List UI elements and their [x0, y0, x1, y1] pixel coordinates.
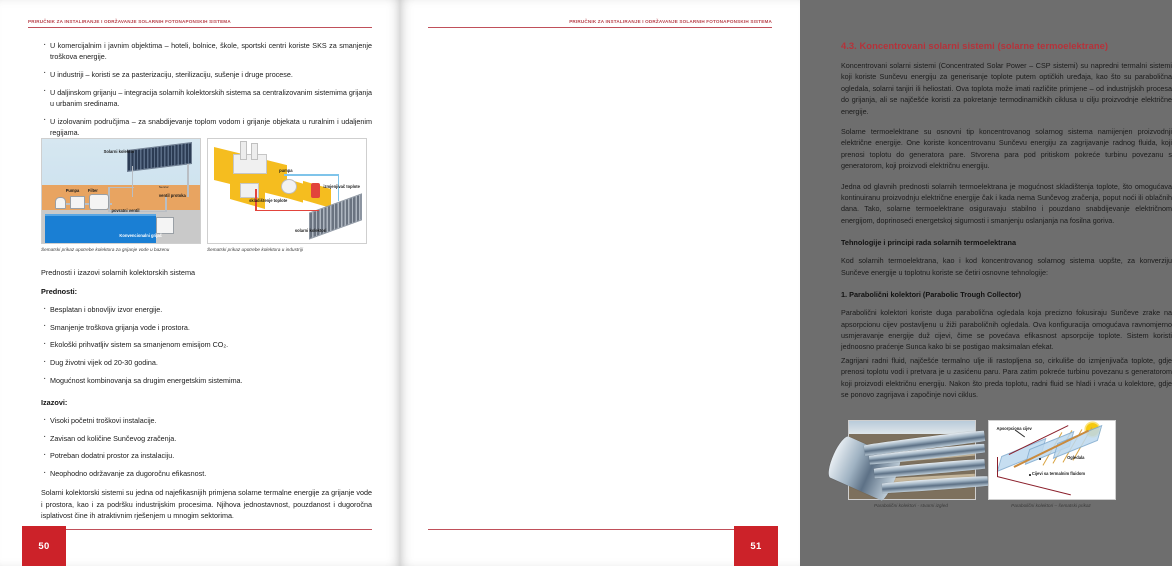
leader-dot — [1029, 474, 1031, 476]
label-solar-collectors: solarni kolektori — [294, 228, 327, 234]
panel-leg — [132, 166, 133, 197]
figure-caption: Šematski prikaz upotrebe kolektora za grijanje vode u bazenu — [41, 247, 170, 252]
label-solar-collector — [104, 149, 135, 154]
figure-pool-collector — [41, 138, 201, 252]
intro-line: Prednosti i izazovi solarnih kolektorskih sistema — [41, 268, 196, 277]
label-filter: Filter — [87, 187, 98, 193]
left-column-lower — [41, 268, 372, 531]
trough-photo — [848, 420, 976, 500]
hot-pipe — [255, 210, 318, 211]
header-rule-left — [28, 27, 372, 28]
running-header-right: PRIRUČNIK ZA INSTALIRANJE I ODRŽAVANJE SOLARNIH FOTONAPONSKIH SISTEMA — [569, 19, 772, 24]
left-column — [41, 40, 372, 146]
pump-box — [70, 196, 85, 208]
return-pipe — [165, 197, 166, 212]
paragraph: Kod solarnih termoelektrana, kao i kod koncentrovanog solarnog sistema uopšte, za konverziju Sunčeve energije u toplotnu koriste se četiri osnovne tehnologije: — [841, 256, 1172, 277]
pump-icon — [55, 197, 66, 208]
list-item: · U komercijalnim i javnim objektima – hoteli, bolnice, škole, sportski centri koriste SKS za smanjenje troškova energije. — [41, 40, 372, 62]
footer-rule-right — [428, 529, 772, 530]
pool-water — [45, 216, 156, 243]
paragraph: Solarne termoelektrane su osnovni tip koncentrovanog solarnog sistema namijenjen proizvodnji električne energije. One koriste koncentrovanu Sunčevu energiju za zagrijavanje radnog fluida, koji prenosi toplotu do generatora pare. Stvorena para pod pritiskom pokreće turbinu povezanu s generatorom, koji proizvodi električnu energiju. — [841, 127, 1172, 171]
applications-bullet-list — [41, 40, 372, 138]
label-pump: pumpa — [279, 168, 293, 174]
left-figure-row — [41, 138, 367, 252]
section-title: 4.3. Koncentrovani solarni sistemi (solarne termoelektrane) — [841, 40, 1109, 51]
figure-caption: Parabolični kolektori - stvarni izgled — [874, 503, 948, 508]
advantages-heading: Prednosti: — [41, 287, 78, 296]
smokestack — [240, 141, 247, 160]
item1-subheading: 1. Parabolični kolektori (Parabolic Trough Collector) — [841, 290, 1022, 300]
list-item: · Ekološki prihvatljiv sistem sa smanjenom emisijom CO₂. — [41, 339, 372, 350]
figure-trough-schematic — [988, 420, 1116, 508]
trough-schematic — [988, 420, 1116, 500]
list-item: · Besplatan i obnovljiv izvor energije. — [41, 304, 372, 315]
label-absorber-tube: Apsorpciona cijev — [996, 425, 1032, 431]
paragraph: Jedna od glavnih prednosti solarnih termoelektrana je mogućnost skladištenja toplote, što omogućava kontinuiranu proizvodnju električne energije čak i kada nema Sunčevog zračenja, poput noći ili oblačnih dana. Tako, solarne termoelektrane osiguravaju stabilno i pouzdano snabdijevanje električnom energijom, doprinoseći energetskoj sigurnosti i smanjenju oslanjanja na fosilna goriva. — [841, 181, 1172, 225]
supply-pipe — [108, 187, 133, 188]
support-frame — [996, 476, 1070, 496]
paragraph: Zagrijani radni fluid, najčešće termalno ulje ili rastopljena so, cirkuliše do izmjenjivača toplote, gdje prenosi toplotu vodi i pretvara je u zasićenu paru. Para zatim pokreće turbinu povezanu s generatorom koji proizvodi električnu energiju. Nakon što preda toplotu, radni fluid se hladi i vraća u kolektore, gdje se ponovo zagrijava i započinje novi ciklus. — [841, 355, 1172, 399]
label-heat-storage: skladištenje toplote — [249, 198, 288, 204]
filter-box — [89, 194, 108, 210]
closing-paragraph: Solarni kolektorski sistemi su jedna od najefikasnijih primjena solarne termalne energije za grijanje vode i prostora, kao i za podršku industrijskim procesima. Njihova jednostavnost, pouzdanost i dugoročna isplativost čine ih atraktivnim rješenjem u mnogim sektorima. — [41, 488, 372, 521]
page-number-left: 50 — [22, 526, 66, 566]
footer-rule-left — [28, 529, 372, 530]
leader-line — [1015, 430, 1025, 438]
label-mirrors: Ogledala — [1067, 455, 1085, 461]
figure-caption: Šematski prikaz upotrebe kolektora u industriji — [207, 247, 304, 252]
cold-pipe — [284, 174, 338, 175]
page-left — [0, 0, 400, 566]
paragraph: Parabolični kolektori koriste duga parabolična ogledala koja precizno fokusiraju Sunčeve zrake na apsorpcionu cijev postavljenu u žiži paraboličnih ogledala. Ova konfiguracija omogućava ravnomjerno usmjeravanje energije duž cijevi, čime se povećava efikasnost apsorpcije toplote. Sistem koristi jednoosno praćenje Sunca kako bi se postigao maksimalan efekat. — [841, 308, 1172, 352]
figure-industry-collector — [207, 138, 367, 252]
list-item: · Visoki početni troškovi instalacije. — [41, 415, 372, 426]
right-figure-row — [848, 420, 1116, 508]
label-heat-exchanger: izmjenjivač toplote — [323, 183, 360, 189]
label-pump: Pumpa — [65, 187, 80, 193]
industry-diagram — [207, 138, 367, 244]
page-right — [400, 0, 1172, 566]
label-conventional-heater: Konvencionalni grijač — [119, 232, 162, 238]
list-item: · Smanjenje troškova grijanja vode i prostora. — [41, 322, 372, 333]
challenges-heading: Izazovi: — [41, 398, 68, 408]
list-item: · Mogućnost kombinovanja sa drugim energetskim sistemima. — [41, 375, 372, 386]
support-frame — [997, 457, 998, 477]
list-item: · Zavisan od količine Sunčevog zračenja. — [41, 433, 372, 444]
leader-dot — [1039, 458, 1041, 460]
conventional-heater-box — [156, 217, 174, 234]
right-column — [841, 40, 1172, 409]
label-return-valve: povratni ventil — [111, 207, 140, 213]
tech-subheading: Tehnologije i principi rada solarnih termoelektrana — [841, 238, 1017, 248]
label-sensor: Senzor — [158, 184, 169, 189]
pool-diagram — [41, 138, 201, 244]
list-item: · U industriji – koristi se za pasterizaciju, sterilizaciju, sušenje i druge procese. — [41, 69, 372, 80]
list-item: · Neophodno održavanje za dugoročnu efikasnost. — [41, 468, 372, 479]
heat-exchanger-unit — [311, 183, 320, 199]
label-text: Solarni kolektor — [103, 149, 135, 155]
pump-unit — [281, 179, 297, 195]
challenges-list — [41, 415, 372, 479]
list-item: · U daljinskom grijanju – integracija solarnih kolektorskih sistema sa centralizovanim sistemima grijanja u urbanim sredinama. — [41, 87, 372, 109]
label-flow-valve: ventil protoka — [158, 193, 186, 199]
figure-trough-photo — [848, 420, 976, 508]
smokestack — [251, 143, 258, 160]
list-item: · Potreban dodatni prostor za instalaciju. — [41, 450, 372, 461]
page-number-right: 51 — [734, 526, 778, 566]
label-thermal-fluid-pipes: Cijevi sa termalnim fluidom — [1031, 470, 1086, 476]
list-item: · Dug životni vijek od 20-30 godina. — [41, 357, 372, 368]
header-rule-right — [428, 27, 772, 28]
panel-leg — [187, 164, 188, 197]
advantages-list — [41, 304, 372, 386]
paragraph: Koncentrovani solarni sistemi (Concentrated Solar Power – CSP sistemi) su napredni termalni sistemi koji koriste Sunčevu energiju za generisanje toplote putem optičkih uređaja, kao što su parabolična ogledala, solarni tanjiri ili heliostati. Ova toplota može imati različite primjene – od industrijskih procesa do grijanja, ali se najčešće koristi za pokretanje termodinamičkih ciklusa u cilju proizvodnje električne energije. — [841, 61, 1172, 116]
figure-caption: Parabolični kolektori – šematski prikaz — [1011, 503, 1091, 508]
running-header-left: PRIRUČNIK ZA INSTALIRANJE I ODRŽAVANJE SOLARNIH FOTONAPONSKIH SISTEMA — [28, 19, 231, 24]
list-item: · U izolovanim područjima – za snabdijevanje toplom vodom i grijanje objekata u ruralnim i udaljenim regijama. — [41, 116, 372, 138]
